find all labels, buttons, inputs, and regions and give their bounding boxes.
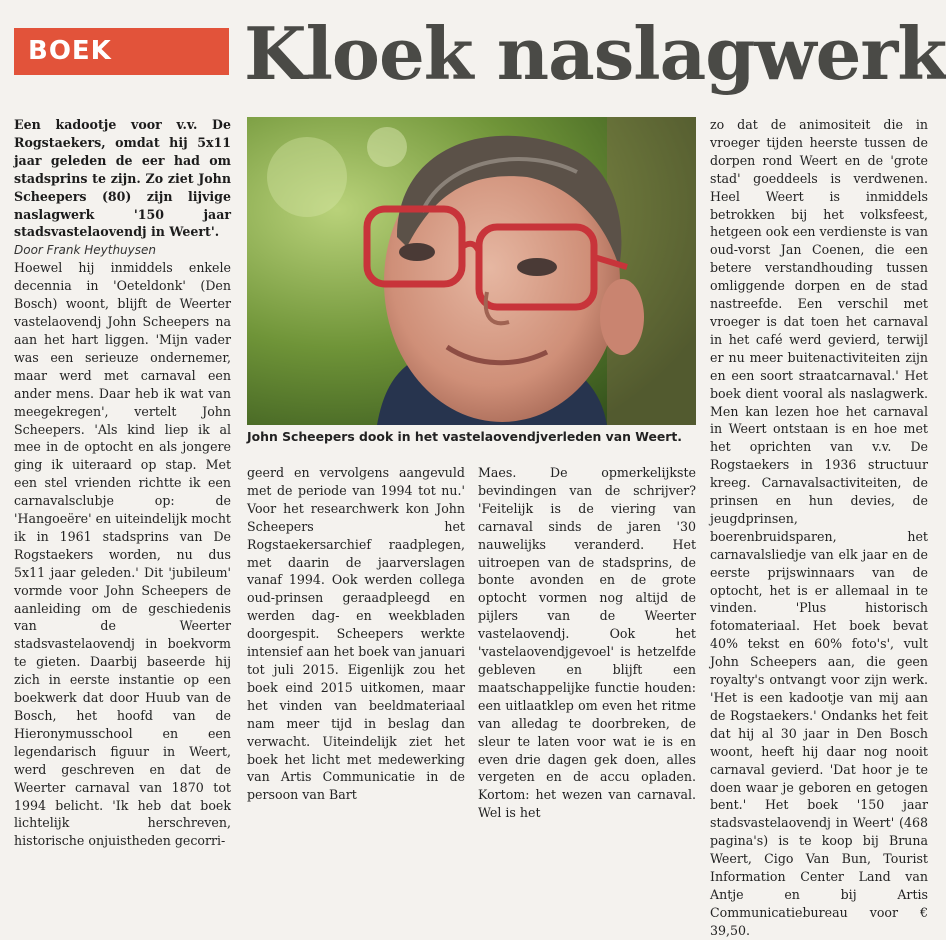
byline: Door Frank Heythuysen <box>14 243 156 258</box>
body-text-column-3: Maes. De opmerkelijkste bevindingen van de schrijver? 'Feitelijk is de viering van carnaval sinds de jaren '30 nauwelijks veranderd. Het uitroepen van de stadsprins, de bonte avonden en de grote optocht vormen nog altijd de pijlers van de Weerter vastelaovendj. Ook het 'vastelaovendjgevoel' is hetzelfde gebleven en blijft een maatschappelijke functie houden: een uitlaatklep om even het ritme van alledag te doorbreken, de sleur te laten voor wat ie is en even drie dagen gek doen, alles vergeten en de accu opladen. Kortom: het wezen van carnaval. Wel is het <box>478 465 696 821</box>
article-column-1 <box>14 116 231 850</box>
portrait-illustration <box>247 117 696 425</box>
body-text-column-1: Hoewel hij inmiddels enkele decennia in 'Oeteldonk' (Den Bosch) woont, blijft de Weerter vastelaovendj John Scheepers na aan het hart liggen. 'Mijn vader was een serieuze ondernemer, maar werd met carnaval een ander mens. Daar heb ik wat van meegekregen', vertelt John Scheepers. 'Als kind liep ik al mee in de optocht en als jongere ging ik uiteraard op stap. Met een stel vrienden richtte ik een carnavalsclubje op: de 'Hangoeëre' en uiteindelijk mocht ik in 1961 stadsprins van De Rogstaekers worden, nu dus 5x11 jaar geleden.' Dit 'jubileum' vormde voor John Scheepers de aanleiding om de geschiedenis van de Weerter stadsvastelaovendj in boekvorm te gieten. Daarbij baseerde hij zich in eerste instantie op een boekwerk dat door Huub van de Bosch, het hoofd van de Hieronymusschool en een legendarisch figuur in Weert, werd geschreven en dat de Weerter carnaval van 1870 tot 1994 belicht. 'Ik heb dat boek lichtelijk herschreven, historische onjuistheden gecorri- <box>14 260 231 849</box>
article-column-4 <box>710 116 928 940</box>
article-lead: Een kadootje voor v.v. De Rogstaekers, omdat hij 5x11 jaar geleden de eer had om stadsprins te zijn. Zo ziet John Scheepers (80) zijn lijvige naslagwerk '150 jaar stadsvastelaovendj in Weert'. <box>14 117 231 240</box>
photo-caption: John Scheepers dook in het vastelaovendjverleden van Weert. <box>247 429 683 444</box>
body-text-column-4: zo dat de animositeit die in vroeger tijden heerste tussen de dorpen rond Weert en de 'grote stad' goeddeels is verdwenen. Heel Weert is inmiddels betrokken bij het volksfeest, hetgeen ook een verdienste is van oud-vorst Jan Coenen, die een betere verstandhouding tussen omliggende dorpen en de stad nastreefde. Een verschil met vroeger is dat toen het carnaval in het café werd gevierd, terwijl er nu meer buitenactiviteiten zijn en een soort straatcarnaval.' Het boek dient vooral als naslagwerk. Men kan lezen hoe het carnaval in Weert ontstaan is en hoe met het oprichten van v.v. De Rogstaekers in 1936 structuur kreeg. Carnavalsactiviteiten, de prinsen en hun devies, de jeugdprinsen, boerenbruidsparen, het carnavalsliedje van elk jaar en de eerste prijswinnaars van de optocht, het is er allemaal in te vinden. 'Plus historisch fotomateriaal. Het boek bevat 40% tekst en 60% foto's', vult John Scheepers aan, die geen royalty's ontvangt voor zijn werk. 'Het is een kadootje van mij aan de Rogstaekers.' Ondanks het feit dat hij al 30 jaar in Den Bosch woont, heeft hij daar nog nooit carnaval gevierd. 'Dat hoor je te doen waar je geboren en getogen bent.' Het boek '150 jaar stadsvastelaovendj in Weert' (468 pagina's) is te koop bij Bruna Weert, Cigo Van Bun, Tourist Information Center Land van Antje en bij Artis Communicatiebureau voor € 39,50. <box>710 117 928 938</box>
section-label: BOEK <box>14 28 229 75</box>
article-column-2 <box>247 464 465 804</box>
article-column-3 <box>478 464 696 822</box>
article-headline: Kloek naslagwerk <box>244 11 946 96</box>
body-text-column-2: geerd en vervolgens aangevuld met de periode van 1994 tot nu.' Voor het researchwerk kon John Scheepers het Rogstaekersarchief raadplegen, met daarin de jaarverslagen vanaf 1994. Ook werden collega oud-prinsen geraadpleegd en werden dag- en weekbladen doorgespit. Scheepers werkte intensief aan het boek van januari tot juli 2015. Eigenlijk zou het boek eind 2015 uitkomen, maar het vinden van beeldmateriaal nam meer tijd in beslag dan verwacht. Uiteindelijk ziet het boek het licht met medewerking van Artis Communicatie in de persoon van Bart <box>247 465 465 803</box>
portrait-photo <box>247 117 696 425</box>
